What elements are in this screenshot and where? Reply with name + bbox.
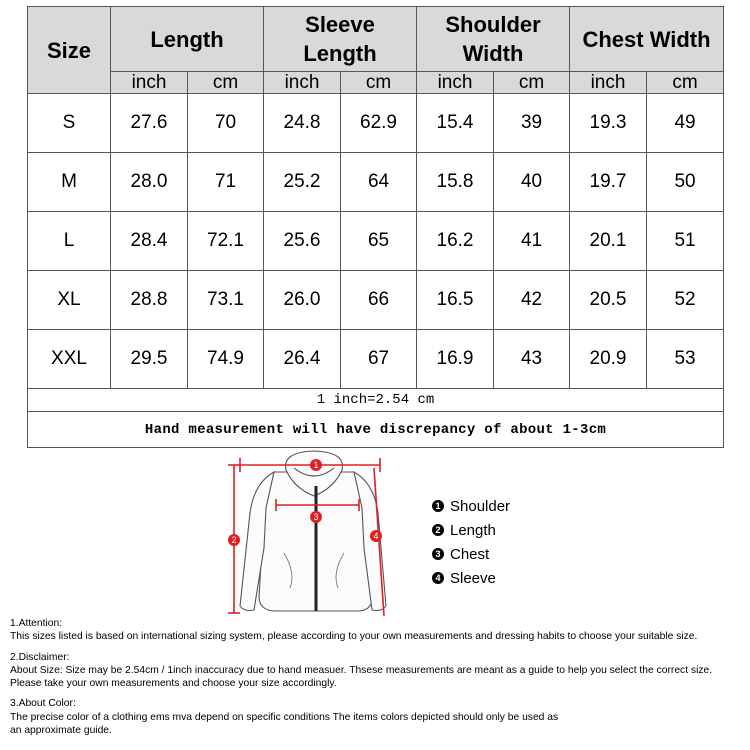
value-cell: 51 [647, 212, 724, 271]
units-row [28, 72, 724, 94]
value-cell: 19.7 [570, 153, 647, 212]
value-cell: 41 [494, 212, 570, 271]
value-cell: 62.9 [341, 94, 417, 153]
value-cell: 28.0 [111, 153, 188, 212]
legend-label: Sleeve [450, 569, 496, 587]
header-sleeve-length: Sleeve Length [264, 7, 417, 72]
color-note [10, 697, 746, 737]
legend-number: 2 [432, 524, 444, 536]
legend-item [432, 542, 510, 566]
value-cell: 73.1 [188, 271, 264, 330]
jacket-outline [240, 451, 386, 611]
value-cell: 27.6 [111, 94, 188, 153]
legend-item [432, 494, 510, 518]
header-length: Length [111, 7, 264, 72]
value-cell: 19.3 [570, 94, 647, 153]
marker-2-label: 2 [231, 535, 237, 545]
table-row [28, 153, 724, 212]
table-row [28, 271, 724, 330]
value-cell: 71 [188, 153, 264, 212]
unit-cell: inch [111, 72, 188, 94]
value-cell: 50 [647, 153, 724, 212]
value-cell: 16.9 [417, 330, 494, 389]
size-cell: XL [28, 271, 111, 330]
note-text: The precise color of a clothing ems mva depend on specific conditions The items colors depicted should only be used as [10, 711, 559, 723]
unit-cell: inch [417, 72, 494, 94]
legend-label: Chest [450, 545, 490, 563]
value-cell: 72.1 [188, 212, 264, 271]
value-cell: 40 [494, 153, 570, 212]
table-row [28, 212, 724, 271]
value-cell: 52 [647, 271, 724, 330]
size-cell: M [28, 153, 111, 212]
value-cell: 70 [188, 94, 264, 153]
value-cell: 49 [647, 94, 724, 153]
note-text: Please take your own measurements and choose your size accordingly. [10, 678, 337, 690]
note-title: 1.Attention: [10, 618, 63, 629]
unit-cell: cm [188, 72, 264, 94]
header-chest-width: Chest Width [570, 7, 724, 72]
value-cell: 64 [341, 153, 417, 212]
unit-cell: cm [494, 72, 570, 94]
value-cell: 29.5 [111, 330, 188, 389]
disclaimer-note [10, 651, 746, 691]
measurement-note: Hand measurement will have discrepancy of about 1-3cm [28, 412, 724, 448]
notes-section [10, 617, 746, 744]
value-cell: 24.8 [264, 94, 341, 153]
value-cell: 26.4 [264, 330, 341, 389]
table-row [28, 94, 724, 153]
value-cell: 16.5 [417, 271, 494, 330]
measurement-legend [432, 494, 510, 590]
value-cell: 66 [341, 271, 417, 330]
legend-item [432, 518, 510, 542]
value-cell: 20.1 [570, 212, 647, 271]
size-cell: L [28, 212, 111, 271]
size-cell: XXL [28, 330, 111, 389]
size-cell: S [28, 94, 111, 153]
jacket-measurement-diagram [214, 448, 394, 620]
note-text: This sizes listed is based on international sizing system, please according to your own measurements and dressing habits to choose your suitable size. [10, 631, 698, 643]
value-cell: 25.2 [264, 153, 341, 212]
value-cell: 20.5 [570, 271, 647, 330]
conversion-note: 1 inch=2.54 cm [28, 389, 724, 412]
value-cell: 28.4 [111, 212, 188, 271]
value-cell: 15.8 [417, 153, 494, 212]
value-cell: 15.4 [417, 94, 494, 153]
unit-cell: inch [264, 72, 341, 94]
conversion-note-row [28, 389, 724, 412]
legend-number: 3 [432, 548, 444, 560]
note-text: About Size: Size may be 2.54cm / 1inch inaccuracy due to hand measuer. Thsese measurements are meant as a guide to help you select the correct size. [10, 664, 713, 676]
marker-3-label: 3 [313, 512, 319, 522]
measurement-note-row [28, 412, 724, 448]
value-cell: 25.6 [264, 212, 341, 271]
unit-cell: cm [341, 72, 417, 94]
value-cell: 16.2 [417, 212, 494, 271]
value-cell: 20.9 [570, 330, 647, 389]
header-size: Size [28, 7, 111, 94]
attention-note [10, 617, 746, 644]
unit-cell: inch [570, 72, 647, 94]
value-cell: 28.8 [111, 271, 188, 330]
note-title: 3.About Color: [10, 698, 76, 710]
size-chart-table [27, 6, 724, 448]
legend-item [432, 566, 510, 590]
marker-4-label: 4 [373, 531, 379, 541]
value-cell: 26.0 [264, 271, 341, 330]
value-cell: 39 [494, 94, 570, 153]
table-row [28, 330, 724, 389]
value-cell: 42 [494, 271, 570, 330]
marker-1-label: 1 [313, 460, 319, 470]
legend-label: Length [450, 521, 496, 539]
header-row [28, 7, 724, 72]
legend-number: 1 [432, 500, 444, 512]
value-cell: 53 [647, 330, 724, 389]
legend-number: 4 [432, 572, 444, 584]
note-text: an approximate guide. [10, 725, 112, 737]
value-cell: 67 [341, 330, 417, 389]
value-cell: 74.9 [188, 330, 264, 389]
header-shoulder-width: Shoulder Width [417, 7, 570, 72]
legend-label: Shoulder [450, 497, 511, 515]
unit-cell: cm [647, 72, 724, 94]
note-title: 2.Disclaimer: [10, 651, 70, 663]
value-cell: 43 [494, 330, 570, 389]
value-cell: 65 [341, 212, 417, 271]
